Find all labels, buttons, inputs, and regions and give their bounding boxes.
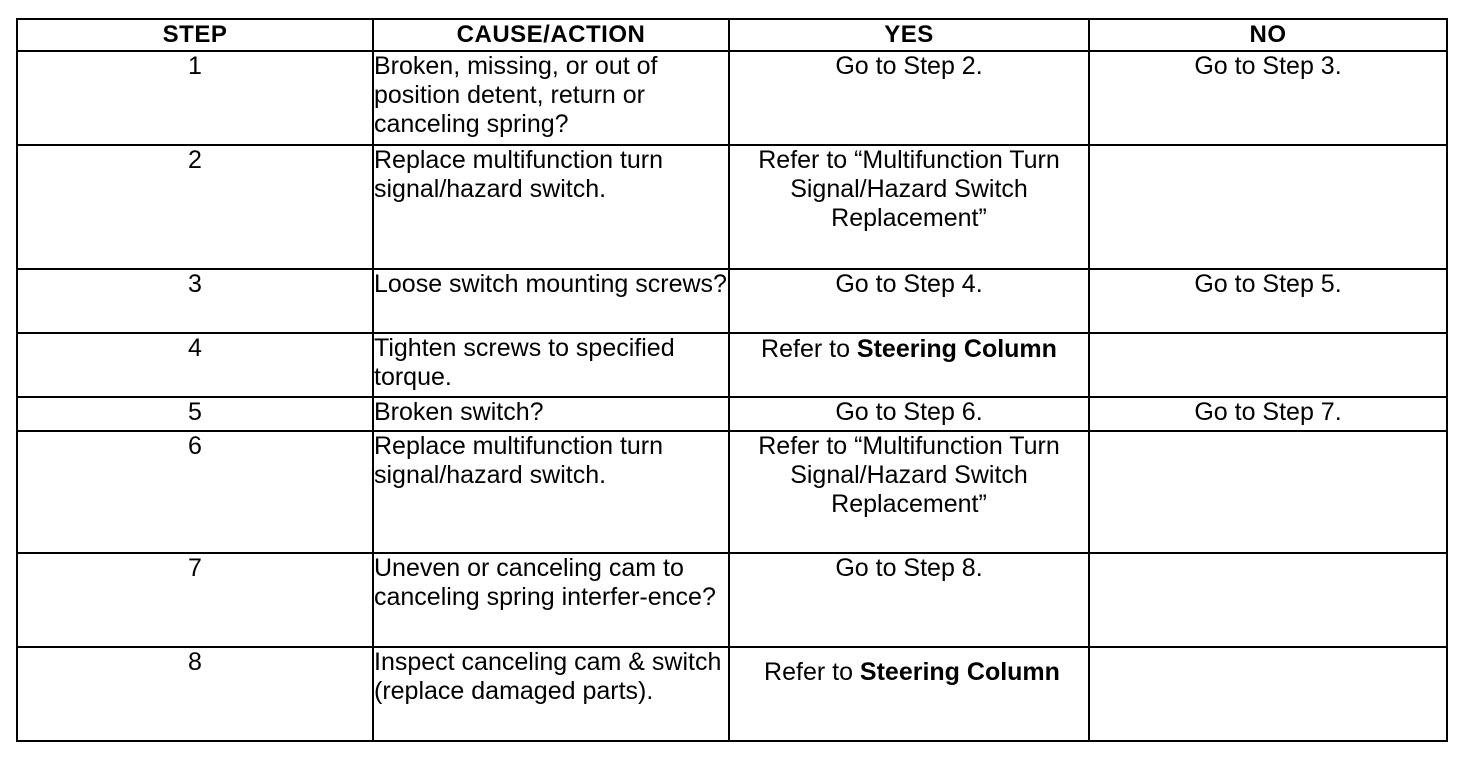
header-yes: YES (729, 19, 1089, 51)
table-row (17, 647, 1447, 741)
yes-cell (729, 333, 1089, 397)
no-cell (1089, 333, 1447, 397)
cause-action-cell: Replace multifunction turn signal/hazard switch. (373, 145, 729, 269)
yes-refer-section: Steering Column (859, 658, 1060, 686)
step-number: 7 (17, 553, 373, 647)
header-cause-action: CAUSE/ACTION (373, 19, 729, 51)
yes-refer-section: Steering Column (856, 335, 1057, 363)
step-number: 5 (17, 397, 373, 431)
yes-cell: Go to Step 4. (729, 269, 1089, 333)
cause-action-cell: Uneven or canceling cam to canceling spring interfer-ence? (373, 553, 729, 647)
table-row (17, 431, 1447, 553)
header-step: STEP (17, 19, 373, 51)
no-cell (1089, 553, 1447, 647)
diagnostic-table (16, 18, 1448, 742)
table-row (17, 553, 1447, 647)
yes-cell: Refer to “Multifunction Turn Signal/Hazard Switch Replacement” (729, 145, 1089, 269)
no-cell (1089, 145, 1447, 269)
cause-action-cell: Tighten screws to specified torque. (373, 333, 729, 397)
table-row (17, 51, 1447, 145)
no-cell (1089, 647, 1447, 741)
cause-action-cell: Inspect canceling cam & switch (replace damaged parts). (373, 647, 729, 741)
yes-cell: Go to Step 2. (729, 51, 1089, 145)
no-cell (1089, 431, 1447, 553)
yes-refer-prefix: Refer to (764, 658, 860, 686)
yes-cell: Go to Step 8. (729, 553, 1089, 647)
cause-action-cell: Broken switch? (373, 397, 729, 431)
table-row (17, 397, 1447, 431)
yes-cell (729, 647, 1089, 741)
table-row (17, 333, 1447, 397)
yes-refer-prefix: Refer to (761, 335, 857, 363)
cause-action-cell: Loose switch mounting screws? (373, 269, 729, 333)
no-cell: Go to Step 5. (1089, 269, 1447, 333)
cause-action-cell: Broken, missing, or out of position detent, return or canceling spring? (373, 51, 729, 145)
table-row (17, 269, 1447, 333)
yes-cell: Refer to “Multifunction Turn Signal/Hazard Switch Replacement” (729, 431, 1089, 553)
step-number: 3 (17, 269, 373, 333)
step-number: 8 (17, 647, 373, 741)
step-number: 1 (17, 51, 373, 145)
yes-cell: Go to Step 6. (729, 397, 1089, 431)
no-cell: Go to Step 7. (1089, 397, 1447, 431)
header-no: NO (1089, 19, 1447, 51)
step-number: 2 (17, 145, 373, 269)
step-number: 6 (17, 431, 373, 553)
table-row (17, 145, 1447, 269)
cause-action-cell: Replace multifunction turn signal/hazard switch. (373, 431, 729, 553)
no-cell: Go to Step 3. (1089, 51, 1447, 145)
step-number: 4 (17, 333, 373, 397)
header-row (17, 19, 1447, 51)
